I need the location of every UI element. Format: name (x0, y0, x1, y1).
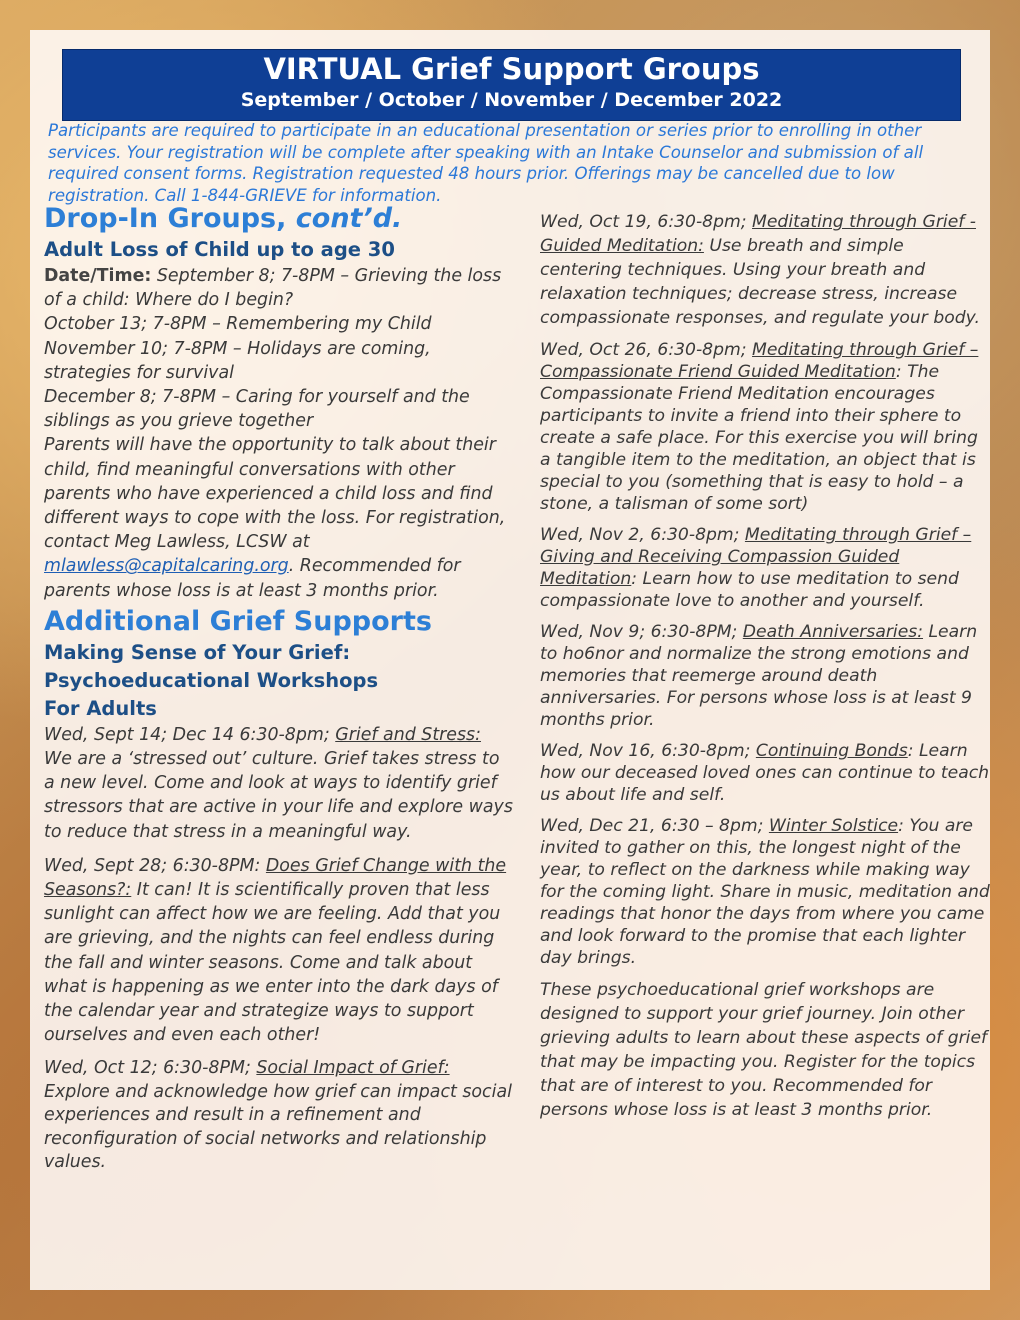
intro-notice: Participants are required to participate in an educational presentation or series prior to enrolling in other services. Your registration will be complete after speaking with an Intake Counselor and submission of all required consent forms. Registration requested 48 hours prior. Offerings may be cancelled due to low registration. Call 1-844-GRIEVE for information. (48, 121, 924, 205)
workshop-heading: Making Sense of Your Grief: Psychoeducational Workshops For Adults (44, 640, 379, 720)
workshop-title: Winter Solstice (768, 816, 899, 836)
contact-email-link[interactable]: mlawless@capitalcaring.org (44, 556, 289, 577)
workshop-title: Does Grief Change with the Seasons?: (44, 855, 507, 901)
dropin-group-title: Adult Loss of Child up to age 30 (44, 238, 395, 261)
dropin-group-details (44, 264, 514, 603)
workshop-item: Wed, Oct 12; 6:30-8PM; Social Impact of Grief: Explore and acknowledge how grief can impact social experiences and result in a refinement and reconfiguration of social networks and relationship values. (44, 1058, 512, 1173)
workshop-title: Meditating through Grief – Compassionate Friend Guided Meditation (540, 340, 979, 382)
workshop-item: Wed, Sept 28; 6:30-8PM: Does Grief Change with the Seasons?: It can! It is scientifically proven that less sunlight can affect how we are feeling. Add that you are grieving, and the nights can feel endless during the fall and winter seasons. Come and talk about what is happening as we enter into the dark days of the calendar year and strategize ways to support ourselves and even each other! (44, 855, 507, 1046)
workshop-item: Wed, Oct 26, 6:30-8pm; Meditating through Grief – Compassionate Friend Guided Meditation: The Compassionate Friend Meditation encourages participants to invite a friend into their sphere to create a safe place. For this exercise you will bring a tangible item to the meditation, an object that is special to you (something that is easy to hold – a stone, a talisman of some sort) (540, 340, 979, 514)
workshop-item: Wed, Oct 19, 6:30-8pm; Meditating through Grief - Guided Meditation: Use breath and simple centering techniques. Using your breath and relaxation techniques; decrease stress, increase compassionate responses, and regulate your body. (540, 212, 980, 328)
right-column (540, 210, 990, 1131)
dropin-heading: Drop-In Groups, cont’d. (44, 203, 403, 234)
workshop-title: Meditating through Grief - Guided Meditation: (540, 212, 976, 256)
left-column (44, 202, 514, 1185)
workshop-item: Wed, Nov 2, 6:30-8pm; Meditating through Grief – Giving and Receiving Compassion Guided Meditation: Learn how to use meditation to send compassionate love to another and yourself. (540, 525, 972, 611)
closing-note: These psychoeducational grief workshops are designed to support your grief journey. Join other grieving adults to learn about these aspects of grief that may be impacting you. Register for the topics that are of interest to you. Recommended for persons whose loss is at least 3 months prior. (540, 980, 988, 1120)
dropin-heading-contd: cont’d. (295, 203, 403, 234)
session-line: November 10; 7-8PM – Holidays are coming, strategies for survival (44, 338, 431, 383)
workshop-item: Wed, Sept 14; Dec 14 6:30-8pm; Grief and Stress: We are a ‘stressed out’ culture. Grief takes stress to a new level. Come and look at ways to identify grief stressors that are active in your life and explore ways to reduce that stress in a meaningful way. (44, 724, 513, 842)
page-title: VIRTUAL Grief Support Groups (263, 52, 760, 86)
session-line: December 8; 7-8PM – Caring for yourself and the siblings as you grieve together (44, 387, 470, 432)
session-line: October 13; 7-8PM – Remembering my Child (44, 314, 432, 335)
datetime-label: Date/Time: (44, 266, 152, 286)
dropin-description: Parents will have the opportunity to talk about their child, find meaningful conversations with other parents who have experienced a child loss and find different ways to cope with the loss. For registration, contact Meg Lawless, LCSW at (44, 435, 506, 553)
additional-heading: Additional Grief Supports (44, 605, 432, 637)
workshop-item: Wed, Nov 16, 6:30-8pm; Continuing Bonds: Learn how our deceased loved ones can continue to teach us about life and self. (540, 741, 990, 805)
flyer-page (30, 30, 990, 1290)
workshop-title: Social Impact of Grief: (256, 1058, 450, 1079)
workshop-title: Continuing Bonds (755, 741, 908, 761)
workshop-title: Grief and Stress: (335, 724, 481, 745)
workshop-title: Death Anniversaries: (742, 622, 924, 642)
workshop-title: Meditating through Grief – Giving and Receiving Compassion Guided Meditation (540, 525, 972, 589)
session-line: Date/Time: September 8; 7-8PM – Grieving the loss of a child: Where do I begin? (44, 266, 502, 311)
title-banner (62, 49, 961, 121)
workshop-item: Wed, Nov 9; 6:30-8PM; Death Anniversaries: Learn to ho6nor and normalize the strong emotions and memories that reemerge around death anniversaries. For persons whose loss is at least 9 months prior. (540, 622, 978, 730)
dropin-description-end: . Recommended for parents whose loss is at least 3 months prior. (44, 556, 461, 601)
page-subtitle: September / October / November / December 2022 (240, 89, 783, 111)
workshop-item: Wed, Dec 21, 6:30 – 8pm; Winter Solstice: You are invited to gather on this, the longest night of the year, to reflect on the darkness while making way for the coming light. Share in music, meditation and readings that honor the days from where you came and look forward to the promise that each lighter day brings. (540, 816, 990, 968)
